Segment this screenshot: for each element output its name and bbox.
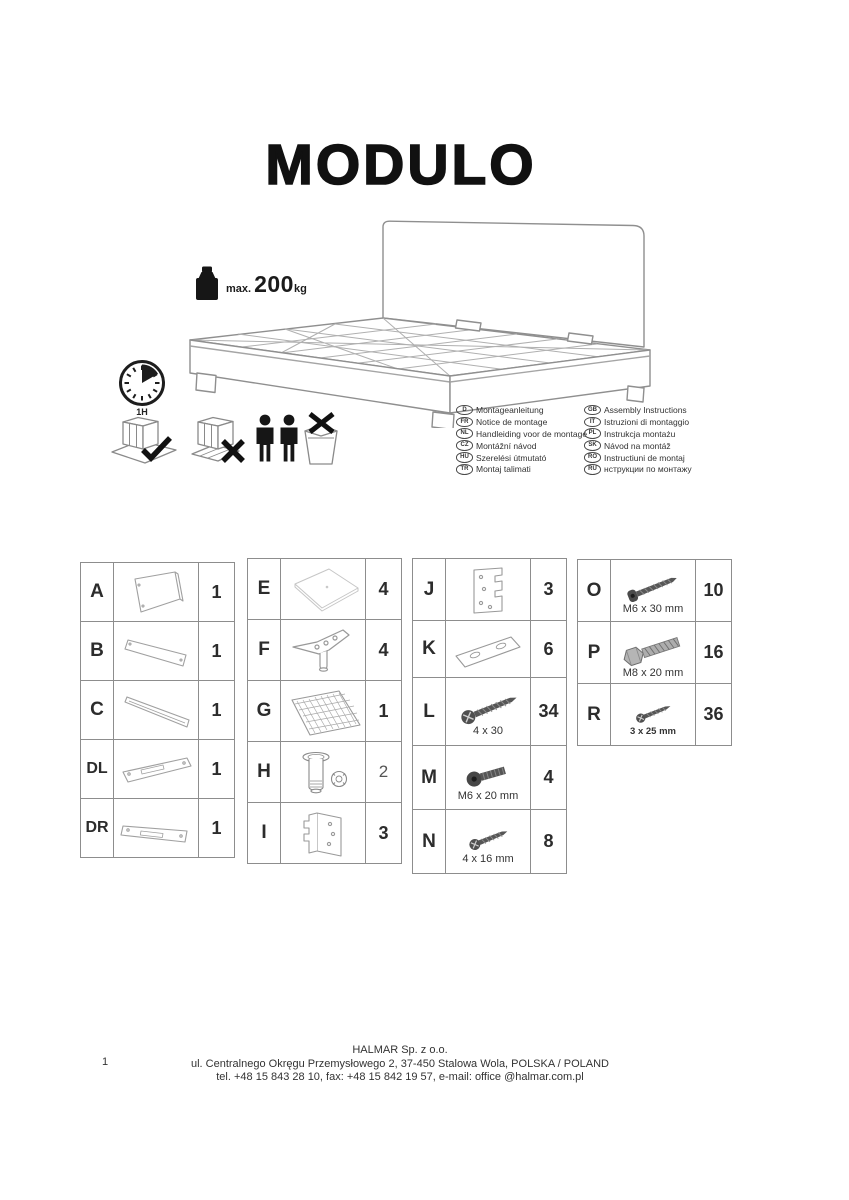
language-item [584, 416, 704, 428]
part-id: B [81, 622, 114, 680]
screw-3x25-icon [611, 684, 696, 745]
part-row [248, 620, 401, 681]
language-code-badge: TR [456, 464, 473, 475]
side-rail-left-icon [114, 740, 199, 798]
part-id: O [578, 560, 611, 621]
parts-table-hardware-2 [577, 559, 732, 746]
language-code-badge: HU [456, 452, 473, 463]
language-label: Notice de montage [476, 416, 548, 427]
language-item [584, 440, 704, 452]
parts-table-panels [80, 562, 235, 858]
language-item [584, 463, 704, 475]
part-row [413, 621, 566, 678]
no-unpack-on-hard-floor-icon [182, 412, 254, 468]
part-row [578, 622, 731, 684]
footer-contact: tel. +48 15 843 28 10, fax: +48 15 842 19 57, e-mail: office @halmar.com.pl [216, 1071, 584, 1083]
footer-address: ul. Centralnego Okręgu Przemysłowego 2, 37-450 Stalowa Wola, POLSKA / POLAND [190, 1057, 609, 1070]
part-id: J [413, 559, 446, 620]
board-panel-icon [281, 559, 366, 619]
part-id: I [248, 803, 281, 863]
part-qty: 34 [538, 701, 559, 721]
language-item [456, 404, 584, 416]
part-qty: 36 [703, 704, 724, 724]
screw-4x30-icon [446, 678, 531, 745]
part-size: M6 x 20 mm [457, 790, 519, 802]
part-qty: 1 [211, 581, 222, 602]
bolt-m8x20-icon [611, 622, 696, 683]
language-label: Szerelési útmutató [476, 452, 547, 463]
part-qty: 10 [703, 580, 724, 600]
part-qty: 16 [703, 642, 724, 662]
part-qty: 4 [378, 578, 389, 599]
language-label: нструкции по монтажу [604, 464, 692, 475]
part-id: C [81, 681, 114, 739]
language-label: Assembly Instructions [604, 404, 687, 415]
unpack-on-soft-surface-icon [109, 412, 181, 468]
part-row [81, 563, 234, 622]
part-row [578, 560, 731, 622]
part-qty: 4 [543, 767, 554, 787]
part-qty: 3 [543, 579, 554, 599]
part-size: M6 x 30 mm [622, 603, 684, 615]
part-id: N [413, 810, 446, 873]
language-code-badge: GB [584, 405, 601, 416]
hook-bracket-icon [446, 559, 531, 620]
part-qty: 1 [378, 700, 389, 721]
language-label: Instrukcja montażu [604, 428, 676, 439]
connecting-plate-icon [446, 621, 531, 677]
part-id: G [248, 681, 281, 741]
side-rail-right-icon [114, 799, 199, 857]
part-row [248, 559, 401, 620]
language-item [584, 404, 704, 416]
language-column-left [456, 404, 588, 475]
part-row [248, 742, 401, 803]
language-list [456, 404, 704, 475]
part-row [248, 803, 401, 863]
part-id: DL [81, 740, 114, 798]
footer [0, 1044, 800, 1085]
language-item [584, 428, 704, 440]
language-label: Návod na montáž [604, 440, 671, 451]
part-qty: 8 [543, 831, 554, 851]
center-rail-icon [114, 681, 199, 739]
part-row [248, 681, 401, 742]
language-code-badge: PL [584, 428, 601, 439]
part-row [81, 681, 234, 740]
part-id: R [578, 684, 611, 745]
language-label: Montaj talimati [476, 464, 531, 475]
max-load-value: 200 [254, 271, 294, 297]
language-column-right [584, 404, 704, 475]
part-id: M [413, 746, 446, 809]
part-size: M8 x 20 mm [622, 667, 684, 679]
part-id: A [81, 563, 114, 621]
language-item [456, 452, 584, 464]
footboard-panel-icon [114, 622, 199, 680]
max-load-label: max. [226, 283, 252, 295]
part-qty: 1 [211, 758, 222, 779]
language-item [456, 428, 588, 440]
assembly-time [116, 357, 168, 417]
language-code-badge: D [456, 405, 473, 416]
part-id: F [248, 620, 281, 680]
language-item [456, 463, 584, 475]
part-qty: 1 [211, 640, 222, 661]
language-code-badge: FR [456, 417, 473, 428]
adjustable-foot-icon [281, 742, 366, 802]
angle-bracket-icon [281, 803, 366, 863]
part-id: H [248, 742, 281, 802]
language-label: Instructiuni de montaj [604, 452, 685, 463]
part-row [413, 559, 566, 621]
part-size: 4 x 16 mm [462, 853, 514, 865]
part-id: P [578, 622, 611, 683]
screw-4x16-icon [446, 810, 531, 873]
part-qty: 4 [378, 639, 389, 660]
page-number: 1 [102, 1056, 109, 1068]
assembly-time-label: 1H [136, 407, 148, 417]
part-row [81, 622, 234, 681]
parts-table-frame [247, 558, 402, 864]
part-row [413, 810, 566, 873]
slat-base-icon [281, 681, 366, 741]
language-label: Istruzioni di montaggio [604, 416, 690, 427]
language-label: Montageanleitung [476, 404, 544, 415]
language-item [584, 452, 704, 464]
bolt-m6x30-icon [611, 560, 696, 621]
part-row [578, 684, 731, 745]
footer-company: HALMAR Sp. z o.o. [352, 1044, 448, 1056]
language-code-badge: SK [584, 440, 601, 451]
part-qty: 6 [543, 638, 554, 659]
language-code-badge: IT [584, 417, 601, 428]
part-id: K [413, 621, 446, 677]
part-row [81, 799, 234, 857]
language-code-badge: NL [456, 428, 473, 439]
leg-bracket-icon [281, 620, 366, 680]
no-trash-bin-icon [296, 411, 346, 467]
part-id: E [248, 559, 281, 619]
part-row [81, 740, 234, 799]
part-qty: 3 [378, 822, 389, 843]
language-code-badge: RU [584, 464, 601, 475]
max-load [194, 266, 307, 302]
part-size: 3 x 25 mm [630, 725, 676, 737]
parts-table-hardware-1 [412, 558, 567, 874]
part-qty: 1 [211, 817, 222, 838]
two-person-icon [254, 414, 301, 466]
clock-icon [116, 357, 168, 409]
part-qty: 1 [211, 699, 222, 720]
language-label: Handleiding voor de montage [476, 428, 588, 439]
part-qty: 2 [378, 762, 389, 781]
part-id: L [413, 678, 446, 745]
weight-icon [194, 266, 220, 302]
bolt-m6x20-icon [446, 746, 531, 809]
bed-illustration [185, 216, 655, 428]
part-id: DR [81, 799, 114, 857]
language-code-badge: RO [584, 452, 601, 463]
max-load-unit: kg [293, 283, 307, 295]
language-item [456, 440, 584, 452]
language-item [456, 416, 584, 428]
page-title: MODULO [265, 133, 537, 197]
language-code-badge: CZ [456, 440, 473, 451]
part-row [413, 746, 566, 810]
part-size: 4 x 30 [473, 725, 503, 737]
part-row [413, 678, 566, 746]
headboard-panel-icon [114, 563, 199, 621]
language-label: Montážní návod [476, 440, 537, 451]
